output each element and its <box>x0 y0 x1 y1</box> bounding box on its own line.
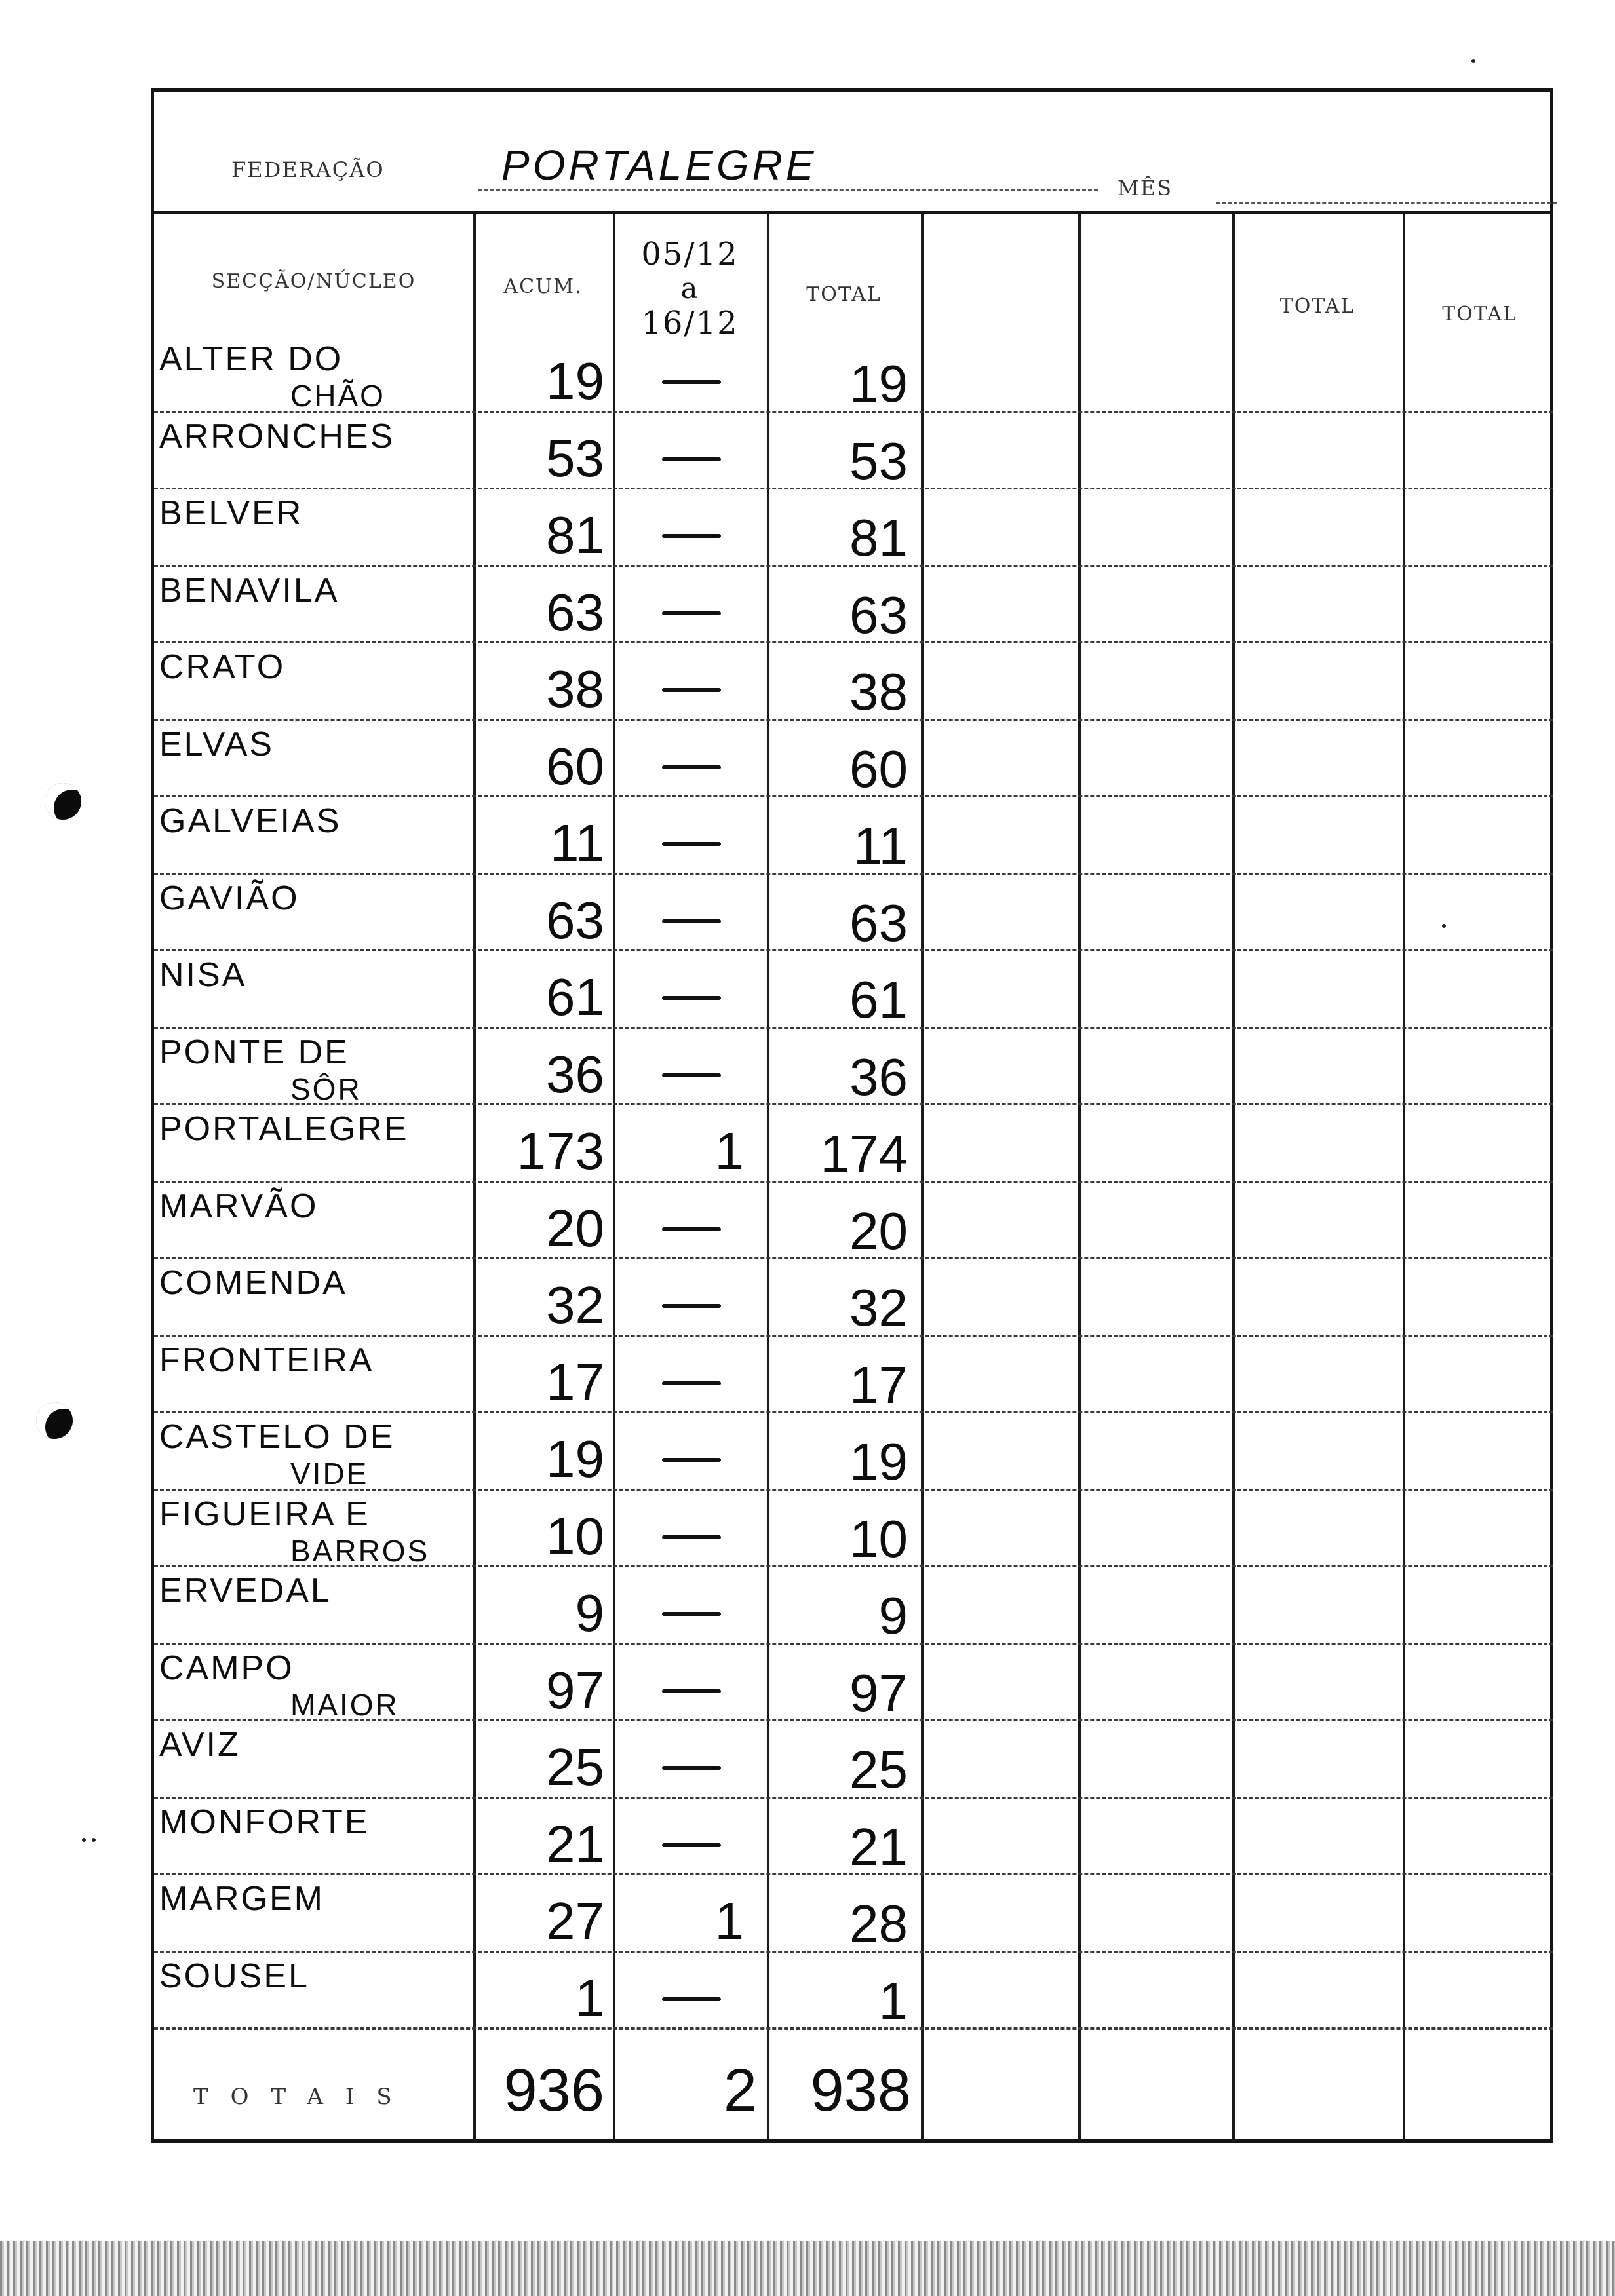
row-seccao-name <box>159 1342 474 1379</box>
column-rule <box>1232 214 1235 2143</box>
row-seccao-name-line1: PONTE DE <box>159 1033 349 1071</box>
row-period-dash <box>662 1535 721 1539</box>
row-acum-value: 63 <box>546 890 604 949</box>
row-seccao-name <box>159 1727 474 1763</box>
row-seccao-name <box>159 1034 474 1107</box>
federacao-underline <box>478 189 1098 191</box>
row-seccao-name <box>159 1650 474 1723</box>
row-period-dash <box>662 1304 721 1308</box>
mes-label: MÊS <box>1118 176 1173 201</box>
punch-hole-bottom <box>36 1402 73 1439</box>
row-total-value: 60 <box>849 739 908 798</box>
column-header-total-2: TOTAL <box>1279 295 1355 318</box>
row-seccao-name <box>159 1188 474 1225</box>
row-seccao-name-line1: GAVIÃO <box>159 879 300 917</box>
row-acum-value: 60 <box>546 737 604 795</box>
row-seccao-name-line1: CASTELO DE <box>159 1418 395 1456</box>
row-seccao-name-line1: NISA <box>159 956 247 994</box>
row-acum-value: 173 <box>516 1122 604 1180</box>
row-total-value: 63 <box>849 893 908 952</box>
row-period-dash <box>662 534 721 538</box>
row-seccao-name <box>159 341 474 414</box>
column-rule <box>1403 214 1405 2143</box>
row-period-dash <box>662 1381 721 1385</box>
row-total-value: 1 <box>878 1971 908 2030</box>
row-seccao-name-line1: ERVEDAL <box>159 1572 332 1610</box>
row-seccao-name <box>159 957 474 993</box>
row-period-dash <box>662 1227 721 1231</box>
row-seccao-name <box>159 418 474 455</box>
totals-separator <box>154 2028 1553 2030</box>
form-header <box>154 92 1550 214</box>
row-seccao-name-line2: MAIOR <box>290 1687 399 1722</box>
row-seccao-name <box>159 1958 474 1995</box>
row-total-value: 36 <box>849 1047 908 1106</box>
row-total-value: 32 <box>849 1278 908 1337</box>
row-total-value: 63 <box>849 585 908 644</box>
row-seccao-name-line1: MARVÃO <box>159 1187 319 1225</box>
row-seccao-name-line1: COMENDA <box>159 1264 347 1302</box>
row-total-value: 19 <box>849 354 908 413</box>
row-acum-value: 38 <box>546 660 604 718</box>
column-header-total: TOTAL <box>806 283 882 306</box>
row-seccao-name-line1: PORTALEGRE <box>159 1110 409 1148</box>
row-period-dash <box>662 1073 721 1077</box>
row-period-value: 1 <box>714 1122 744 1180</box>
row-acum-value: 17 <box>546 1352 604 1411</box>
row-acum-value: 27 <box>546 1892 604 1950</box>
row-period-dash <box>662 688 721 692</box>
row-seccao-name <box>159 1111 474 1147</box>
row-seccao-name <box>159 1265 474 1301</box>
row-seccao-name-line2: SÔR <box>290 1071 362 1106</box>
row-seccao-name-line1: BENAVILA <box>159 571 340 609</box>
row-acum-value: 20 <box>546 1198 604 1257</box>
row-acum-value: 81 <box>546 506 604 564</box>
row-period-dash <box>662 1612 721 1616</box>
row-seccao-name-line1: AVIZ <box>159 1726 241 1764</box>
row-seccao-name-line1: GALVEIAS <box>159 802 341 840</box>
row-seccao-name-line1: ELVAS <box>159 725 274 763</box>
row-acum-value: 63 <box>546 583 604 641</box>
row-seccao-name <box>159 880 474 917</box>
row-period-dash <box>662 765 721 769</box>
column-header-total-3: TOTAL <box>1442 303 1517 326</box>
row-acum-value: 1 <box>575 1968 604 2027</box>
row-total-value: 61 <box>849 970 908 1029</box>
row-acum-value: 21 <box>546 1814 604 1873</box>
row-seccao-name-line1: MONFORTE <box>159 1803 370 1841</box>
row-acum-value: 53 <box>546 429 604 488</box>
row-period-dash <box>662 1843 721 1847</box>
row-seccao-name-line1: SOUSEL <box>159 1957 309 1995</box>
row-seccao-name-line2: VIDE <box>290 1457 369 1491</box>
row-seccao-name-line1: MARGEM <box>159 1880 324 1918</box>
row-seccao-name-line2: BARROS <box>290 1533 430 1568</box>
row-seccao-name <box>159 1881 474 1917</box>
row-period-dash <box>662 1458 721 1462</box>
row-seccao-name <box>159 1496 474 1569</box>
scan-edge-noise <box>0 2241 1615 2296</box>
row-period-value: 1 <box>714 1892 744 1950</box>
row-seccao-name <box>159 649 474 685</box>
row-total-value: 25 <box>849 1740 908 1799</box>
row-total-value: 174 <box>820 1124 908 1183</box>
row-seccao-name-line1: ARRONCHES <box>159 417 395 455</box>
row-separator <box>154 1643 1553 1645</box>
totals-label: TOTAIS <box>193 2084 414 2110</box>
row-total-value: 20 <box>849 1201 908 1260</box>
row-period-dash <box>662 919 721 923</box>
row-total-value: 53 <box>849 431 908 490</box>
column-header-period-bottom: 16/12 <box>641 305 739 341</box>
speck <box>92 1838 96 1842</box>
row-acum-value: 97 <box>546 1660 604 1719</box>
row-period-dash <box>662 457 721 461</box>
column-rule <box>1078 214 1081 2143</box>
federacao-value: PORTALEGRE <box>501 142 817 189</box>
row-period-dash <box>662 1997 721 2001</box>
row-seccao-name <box>159 726 474 763</box>
row-total-value: 9 <box>878 1586 908 1645</box>
row-seccao-name <box>159 572 474 609</box>
column-header-period-top: 05/12 <box>641 236 739 273</box>
row-acum-value: 32 <box>546 1276 604 1334</box>
column-rule <box>613 214 615 2143</box>
row-seccao-name-line1: CRATO <box>159 648 286 686</box>
column-rule <box>921 214 924 2143</box>
row-seccao-name <box>159 803 474 839</box>
row-period-dash <box>662 380 721 384</box>
row-total-value: 38 <box>849 662 908 721</box>
row-acum-value: 9 <box>575 1584 604 1642</box>
row-period-dash <box>662 1689 721 1693</box>
row-acum-value: 25 <box>546 1738 604 1796</box>
row-seccao-name-line1: CAMPO <box>159 1649 294 1687</box>
row-period-dash <box>662 611 721 615</box>
row-total-value: 10 <box>849 1509 908 1568</box>
row-acum-value: 19 <box>546 1430 604 1488</box>
row-total-value: 11 <box>853 816 908 875</box>
statistics-form <box>151 88 1553 2143</box>
federacao-label: FEDERAÇÃO <box>231 157 385 182</box>
column-header-seccao: SECÇÃO/NÚCLEO <box>211 270 416 293</box>
row-total-value: 21 <box>849 1817 908 1876</box>
column-header-acum: ACUM. <box>503 275 583 298</box>
row-period-dash <box>662 996 721 1000</box>
row-seccao-name <box>159 1419 474 1492</box>
row-period-dash <box>662 842 721 846</box>
row-acum-value: 36 <box>546 1044 604 1103</box>
mes-underline <box>1216 202 1557 204</box>
row-seccao-name-line1: FIGUEIRA E <box>159 1495 370 1533</box>
column-header-period-mid: a <box>680 272 699 305</box>
row-seccao-name-line1: ALTER DO <box>159 340 343 378</box>
row-seccao-name-line1: FRONTEIRA <box>159 1341 374 1379</box>
row-acum-value: 10 <box>546 1506 604 1565</box>
row-acum-value: 61 <box>546 968 604 1026</box>
row-total-value: 81 <box>849 508 908 567</box>
row-seccao-name-line2: CHÃO <box>290 379 385 413</box>
row-seccao-name-line1: BELVER <box>159 494 303 532</box>
row-total-value: 28 <box>849 1894 908 1953</box>
row-period-dash <box>662 1766 721 1770</box>
totals-acum: 936 <box>503 2057 604 2124</box>
row-acum-value: 19 <box>546 352 604 410</box>
totals-period: 2 <box>723 2057 757 2124</box>
row-seccao-name <box>159 1804 474 1841</box>
row-total-value: 19 <box>849 1432 908 1491</box>
row-seccao-name <box>159 1573 474 1609</box>
row-acum-value: 11 <box>549 814 604 872</box>
totals-total: 938 <box>810 2057 911 2124</box>
speck <box>82 1838 86 1842</box>
row-seccao-name <box>159 495 474 531</box>
row-total-value: 97 <box>849 1663 908 1722</box>
row-total-value: 17 <box>849 1355 908 1414</box>
speck <box>1471 59 1475 63</box>
punch-hole-top <box>45 783 81 820</box>
